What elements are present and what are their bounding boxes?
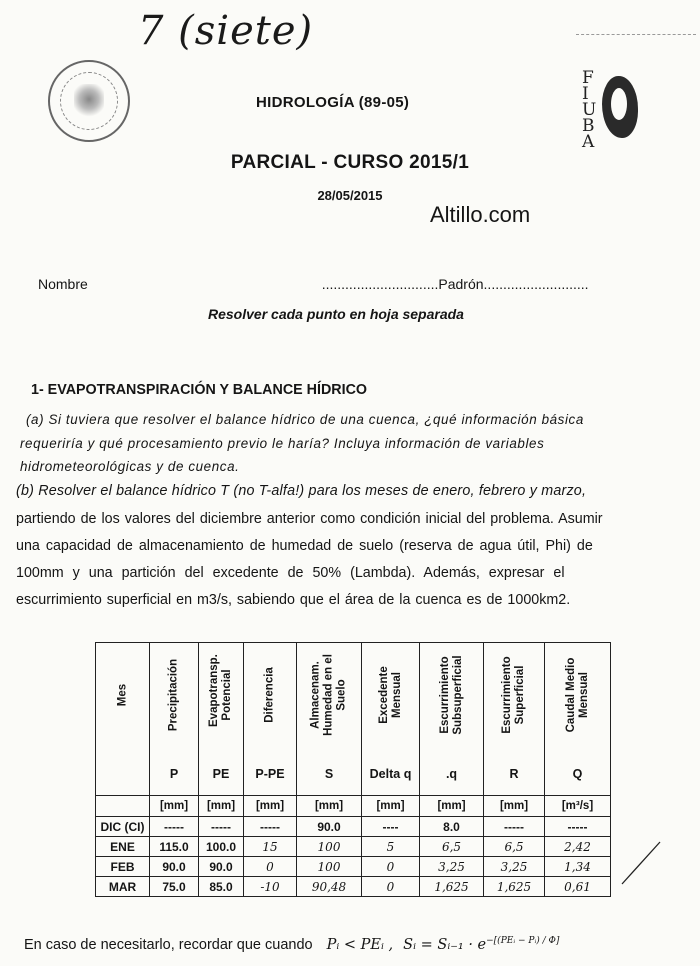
logo-letter: A bbox=[582, 132, 595, 152]
handwritten-cell[interactable]: 3,25 bbox=[484, 857, 545, 877]
table-row bbox=[96, 877, 611, 897]
table-cell: ----- bbox=[545, 817, 611, 837]
scan-mark bbox=[576, 34, 696, 35]
column-header: Excedente Mensual Delta q bbox=[362, 643, 420, 796]
table-cell: ---- bbox=[362, 817, 420, 837]
column-header: Escurrimiento Subsuperficial .q bbox=[420, 643, 484, 796]
instruction: Resolver cada punto en hoja separada bbox=[208, 306, 464, 322]
handwritten-cell[interactable]: 1,625 bbox=[420, 877, 484, 897]
padron-field[interactable]: ........................... bbox=[483, 276, 589, 292]
table-cell: 115.0 bbox=[150, 837, 199, 857]
formula-main: Sᵢ = Sᵢ₋₁ · e bbox=[403, 936, 487, 953]
university-seal bbox=[48, 60, 130, 142]
column-header: Precipitación P bbox=[150, 643, 199, 796]
logo-letter: U bbox=[582, 100, 597, 120]
table-cell: ----- bbox=[244, 817, 297, 837]
part-b-line: una capacidad de almacenamiento de humedad de suelo (reserva de agua útil, Phi) de bbox=[16, 538, 593, 554]
part-a-line: (a) Si tuviera que resolver el balance hídrico de una cuenca, ¿qué información básica bbox=[26, 412, 584, 427]
logo-letter: B bbox=[582, 116, 595, 136]
handwritten-grade: 7 (siete) bbox=[138, 8, 314, 54]
table-cell: ----- bbox=[150, 817, 199, 837]
table-cell: MAR bbox=[96, 877, 150, 897]
logo-emblem-icon bbox=[602, 76, 638, 138]
name-label: Nombre bbox=[38, 276, 88, 292]
formula-condition: Pᵢ < PEᵢ , bbox=[326, 936, 394, 953]
column-header: Escurrimiento Superficial R bbox=[484, 643, 545, 796]
footer-note bbox=[24, 936, 559, 953]
part-b-line: 100mm y una partición del excedente de 50% (Lambda). Además, expresar el bbox=[16, 565, 565, 581]
handwritten-cell[interactable]: 0 bbox=[362, 877, 420, 897]
exam-title: PARCIAL - CURSO 2015/1 bbox=[230, 152, 470, 173]
section-title: 1- EVAPOTRANSPIRACIÓN Y BALANCE HÍDRICO bbox=[31, 382, 368, 398]
handwritten-cell[interactable]: 15 bbox=[244, 837, 297, 857]
handwritten-cell[interactable]: 100 bbox=[297, 857, 362, 877]
part-a-line: hidrometeorológicas y de cuenca. bbox=[20, 459, 240, 474]
handwritten-cell[interactable]: -10 bbox=[244, 877, 297, 897]
name-field[interactable]: .............................. bbox=[321, 276, 439, 292]
table-unit-row bbox=[96, 796, 611, 817]
column-header: Diferencia P-PE bbox=[244, 643, 297, 796]
unit-cell: [mm] bbox=[484, 796, 545, 817]
table-cell: FEB bbox=[96, 857, 150, 877]
table-cell: ----- bbox=[199, 817, 244, 837]
table-cell: 75.0 bbox=[150, 877, 199, 897]
table-cell: 8.0 bbox=[420, 817, 484, 837]
handwritten-cell[interactable]: 3,25 bbox=[420, 857, 484, 877]
student-info bbox=[38, 276, 589, 292]
water-balance-table bbox=[95, 642, 611, 897]
handwritten-cell[interactable]: 5 bbox=[362, 837, 420, 857]
part-b-line: escurrimiento superficial en m3/s, sabiendo que el área de la cuenca es de 1000km2. bbox=[16, 592, 571, 608]
pen-check-mark bbox=[620, 836, 664, 888]
handwritten-cell[interactable]: 0 bbox=[362, 857, 420, 877]
part-b-line: partiendo de los valores del diciembre anterior como condición inicial del problema. Asumir bbox=[16, 511, 603, 527]
handwritten-cell[interactable]: 100 bbox=[297, 837, 362, 857]
table-row bbox=[96, 837, 611, 857]
unit-cell: [mm] bbox=[420, 796, 484, 817]
part-b-line: (b) Resolver el balance hídrico T (no T-alfa!) para los meses de enero, febrero y marzo, bbox=[16, 483, 587, 499]
handwritten-cell[interactable]: 6,5 bbox=[420, 837, 484, 857]
unit-cell: [m³/s] bbox=[545, 796, 611, 817]
exam-date: 28/05/2015 bbox=[317, 188, 383, 203]
table-cell: 90.0 bbox=[150, 857, 199, 877]
table-cell: DIC (CI) bbox=[96, 817, 150, 837]
fiuba-logo bbox=[582, 70, 640, 150]
table-cell: 90.0 bbox=[199, 857, 244, 877]
handwritten-cell[interactable]: 1,34 bbox=[545, 857, 611, 877]
unit-cell: [mm] bbox=[297, 796, 362, 817]
subject-title: HIDROLOGÍA (89-05) bbox=[256, 94, 410, 111]
table-cell: 90.0 bbox=[297, 817, 362, 837]
unit-cell: [mm] bbox=[362, 796, 420, 817]
table-cell: 85.0 bbox=[199, 877, 244, 897]
part-a-line: requeriría y qué procesamiento previo le haría? Incluya información de variables bbox=[20, 436, 545, 451]
logo-letter: F bbox=[582, 68, 594, 88]
table-cell: 100.0 bbox=[199, 837, 244, 857]
handwritten-cell[interactable]: 6,5 bbox=[484, 837, 545, 857]
unit-cell: [mm] bbox=[150, 796, 199, 817]
formula-exponent: −[(PEᵢ − Pᵢ) / Φ] bbox=[486, 936, 560, 946]
padron-label: Padrón bbox=[438, 276, 484, 292]
logo-letter: I bbox=[582, 84, 589, 104]
unit-cell: [mm] bbox=[199, 796, 244, 817]
table-row bbox=[96, 817, 611, 837]
column-header: Almacenam. Humedad en el Suelo S bbox=[297, 643, 362, 796]
footer-text: En caso de necesitarlo, recordar que cuando bbox=[24, 936, 313, 953]
table-cell: ----- bbox=[484, 817, 545, 837]
handwritten-cell[interactable]: 1,625 bbox=[484, 877, 545, 897]
table-row bbox=[96, 857, 611, 877]
column-header: Evapotransp. Potencial PE bbox=[199, 643, 244, 796]
handwritten-cell[interactable]: 90,48 bbox=[297, 877, 362, 897]
column-header: Mes bbox=[96, 643, 150, 796]
handwritten-cell[interactable]: 0 bbox=[244, 857, 297, 877]
handwritten-cell[interactable]: 2,42 bbox=[545, 837, 611, 857]
column-header: Caudal Medio Mensual Q bbox=[545, 643, 611, 796]
unit-cell: [mm] bbox=[244, 796, 297, 817]
unit-cell bbox=[96, 796, 150, 817]
handwritten-cell[interactable]: 0,61 bbox=[545, 877, 611, 897]
watermark: Altillo.com bbox=[430, 202, 531, 227]
table-header-row bbox=[96, 643, 611, 796]
table-cell: ENE bbox=[96, 837, 150, 857]
